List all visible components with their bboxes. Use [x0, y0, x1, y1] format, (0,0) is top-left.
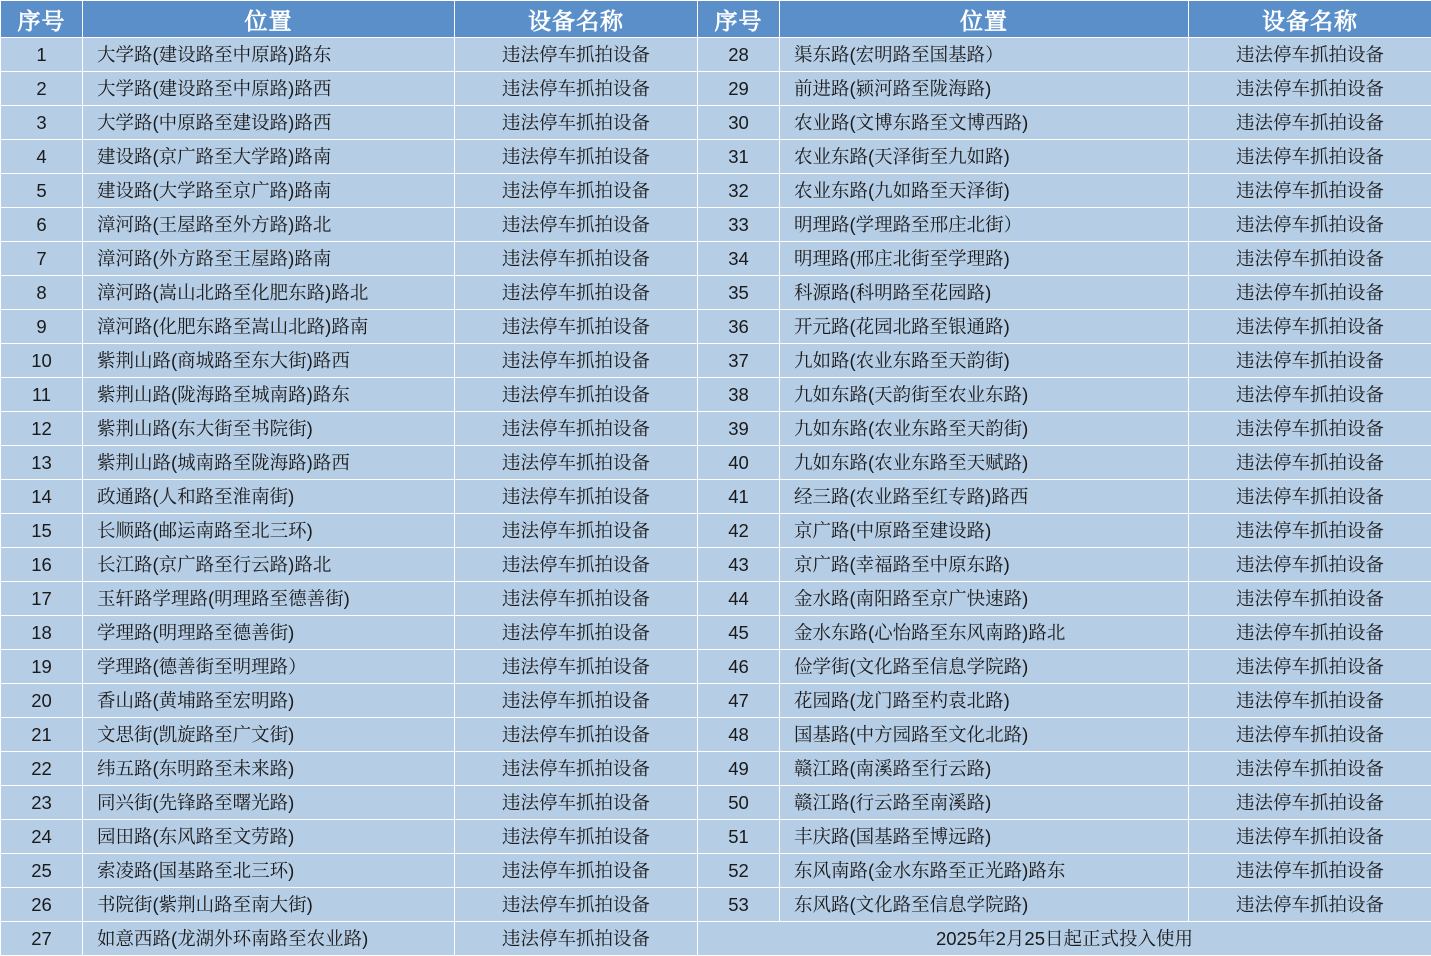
row-device-right: 违法停车抓拍设备	[1189, 582, 1431, 616]
row-index-left: 14	[1, 480, 83, 514]
table-row	[1, 616, 1431, 650]
row-index-left: 16	[1, 548, 83, 582]
row-device-right: 违法停车抓拍设备	[1189, 72, 1431, 106]
row-location-left: 紫荆山路(商城路至东大街)路西	[83, 344, 455, 378]
row-index-left: 19	[1, 650, 83, 684]
row-index-left: 9	[1, 310, 83, 344]
row-location-right: 赣江路(南溪路至行云路)	[780, 752, 1189, 786]
row-location-left: 漳河路(王屋路至外方路)路北	[83, 208, 455, 242]
row-device-left: 违法停车抓拍设备	[455, 888, 698, 922]
row-location-right: 九如东路(农业东路至天韵街)	[780, 412, 1189, 446]
row-device-left: 违法停车抓拍设备	[455, 446, 698, 480]
row-location-left: 大学路(建设路至中原路)路西	[83, 72, 455, 106]
table-row	[1, 922, 1431, 956]
row-device-left: 违法停车抓拍设备	[455, 684, 698, 718]
header-loc-right: 位置	[780, 1, 1189, 38]
row-location-right: 明理路(学理路至邢庄北街）	[780, 208, 1189, 242]
row-location-left: 长江路(京广路至行云路)路北	[83, 548, 455, 582]
row-location-left: 建设路(大学路至京广路)路南	[83, 174, 455, 208]
row-index-right: 38	[698, 378, 780, 412]
row-device-right: 违法停车抓拍设备	[1189, 344, 1431, 378]
table-row	[1, 752, 1431, 786]
row-location-right: 九如东路(农业东路至天赋路)	[780, 446, 1189, 480]
row-location-left: 文思街(凯旋路至广文街)	[83, 718, 455, 752]
row-device-left: 违法停车抓拍设备	[455, 208, 698, 242]
table-header	[1, 1, 1431, 38]
row-device-right: 违法停车抓拍设备	[1189, 446, 1431, 480]
row-device-left: 违法停车抓拍设备	[455, 412, 698, 446]
table-row	[1, 242, 1431, 276]
row-device-left: 违法停车抓拍设备	[455, 242, 698, 276]
row-location-left: 书院街(紫荆山路至南大街)	[83, 888, 455, 922]
table-row	[1, 548, 1431, 582]
row-index-left: 22	[1, 752, 83, 786]
row-index-right: 51	[698, 820, 780, 854]
row-index-right: 34	[698, 242, 780, 276]
row-device-right: 违法停车抓拍设备	[1189, 684, 1431, 718]
row-device-left: 违法停车抓拍设备	[455, 582, 698, 616]
row-location-left: 学理路(德善街至明理路）	[83, 650, 455, 684]
row-device-right: 违法停车抓拍设备	[1189, 480, 1431, 514]
row-location-left: 大学路(中原路至建设路)路西	[83, 106, 455, 140]
row-location-right: 渠东路(宏明路至国基路）	[780, 38, 1189, 72]
row-device-right: 违法停车抓拍设备	[1189, 718, 1431, 752]
row-index-right: 36	[698, 310, 780, 344]
row-device-left: 违法停车抓拍设备	[455, 752, 698, 786]
row-device-right: 违法停车抓拍设备	[1189, 786, 1431, 820]
row-location-left: 同兴街(先锋路至曙光路)	[83, 786, 455, 820]
row-device-right: 违法停车抓拍设备	[1189, 854, 1431, 888]
table-header-row	[1, 1, 1431, 38]
row-location-left: 大学路(建设路至中原路)路东	[83, 38, 455, 72]
row-location-left: 香山路(黄埔路至宏明路)	[83, 684, 455, 718]
table-row	[1, 582, 1431, 616]
row-location-right: 丰庆路(国基路至博远路)	[780, 820, 1189, 854]
row-index-left: 11	[1, 378, 83, 412]
row-index-left: 17	[1, 582, 83, 616]
footer-note: 2025年2月25日起正式投入使用	[698, 922, 1431, 956]
row-device-right: 违法停车抓拍设备	[1189, 310, 1431, 344]
row-index-right: 43	[698, 548, 780, 582]
row-location-left: 索凌路(国基路至北三环)	[83, 854, 455, 888]
row-location-right: 东风南路(金水东路至正光路)路东	[780, 854, 1189, 888]
row-index-left: 5	[1, 174, 83, 208]
header-no-left: 序号	[1, 1, 83, 38]
row-index-right: 49	[698, 752, 780, 786]
row-device-right: 违法停车抓拍设备	[1189, 616, 1431, 650]
row-device-left: 违法停车抓拍设备	[455, 922, 698, 956]
row-index-right: 41	[698, 480, 780, 514]
row-location-right: 九如东路(天韵街至农业东路)	[780, 378, 1189, 412]
row-index-left: 4	[1, 140, 83, 174]
table-row	[1, 718, 1431, 752]
row-location-right: 前进路(颍河路至陇海路)	[780, 72, 1189, 106]
table-row	[1, 310, 1431, 344]
row-device-left: 违法停车抓拍设备	[455, 548, 698, 582]
row-index-right: 53	[698, 888, 780, 922]
row-device-left: 违法停车抓拍设备	[455, 140, 698, 174]
row-device-left: 违法停车抓拍设备	[455, 276, 698, 310]
table-row	[1, 106, 1431, 140]
row-location-right: 农业东路(九如路至天泽街)	[780, 174, 1189, 208]
row-location-left: 漳河路(外方路至王屋路)路南	[83, 242, 455, 276]
row-location-left: 长顺路(邮运南路至北三环)	[83, 514, 455, 548]
row-device-right: 违法停车抓拍设备	[1189, 820, 1431, 854]
row-device-right: 违法停车抓拍设备	[1189, 514, 1431, 548]
row-location-right: 经三路(农业路至红专路)路西	[780, 480, 1189, 514]
row-location-right: 金水路(南阳路至京广快速路)	[780, 582, 1189, 616]
table-row	[1, 786, 1431, 820]
row-index-right: 45	[698, 616, 780, 650]
row-location-left: 学理路(明理路至德善街)	[83, 616, 455, 650]
row-index-right: 31	[698, 140, 780, 174]
row-location-right: 京广路(幸福路至中原东路)	[780, 548, 1189, 582]
row-device-right: 违法停车抓拍设备	[1189, 888, 1431, 922]
row-index-left: 15	[1, 514, 83, 548]
row-index-left: 10	[1, 344, 83, 378]
row-index-left: 13	[1, 446, 83, 480]
table-row	[1, 684, 1431, 718]
row-device-right: 违法停车抓拍设备	[1189, 276, 1431, 310]
row-device-left: 违法停车抓拍设备	[455, 650, 698, 684]
row-device-right: 违法停车抓拍设备	[1189, 174, 1431, 208]
row-index-left: 6	[1, 208, 83, 242]
row-location-left: 紫荆山路(城南路至陇海路)路西	[83, 446, 455, 480]
row-index-right: 48	[698, 718, 780, 752]
row-device-left: 违法停车抓拍设备	[455, 480, 698, 514]
row-device-right: 违法停车抓拍设备	[1189, 378, 1431, 412]
row-index-right: 33	[698, 208, 780, 242]
row-location-left: 政通路(人和路至淮南街)	[83, 480, 455, 514]
row-location-right: 农业路(文博东路至文博西路)	[780, 106, 1189, 140]
row-location-left: 漳河路(嵩山北路至化肥东路)路北	[83, 276, 455, 310]
table-row	[1, 72, 1431, 106]
row-index-right: 39	[698, 412, 780, 446]
row-device-right: 违法停车抓拍设备	[1189, 38, 1431, 72]
table-row	[1, 38, 1431, 72]
row-index-left: 23	[1, 786, 83, 820]
row-location-right: 农业东路(天泽街至九如路)	[780, 140, 1189, 174]
row-device-right: 违法停车抓拍设备	[1189, 140, 1431, 174]
row-device-right: 违法停车抓拍设备	[1189, 650, 1431, 684]
header-dev-left: 设备名称	[455, 1, 698, 38]
table-row	[1, 140, 1431, 174]
row-index-right: 40	[698, 446, 780, 480]
row-index-right: 37	[698, 344, 780, 378]
row-device-right: 违法停车抓拍设备	[1189, 242, 1431, 276]
row-location-right: 花园路(龙门路至杓袁北路)	[780, 684, 1189, 718]
row-device-left: 违法停车抓拍设备	[455, 72, 698, 106]
table-row	[1, 820, 1431, 854]
row-index-left: 1	[1, 38, 83, 72]
row-index-right: 29	[698, 72, 780, 106]
table-body	[1, 38, 1431, 956]
row-index-right: 28	[698, 38, 780, 72]
row-device-left: 违法停车抓拍设备	[455, 820, 698, 854]
row-index-left: 26	[1, 888, 83, 922]
row-index-right: 32	[698, 174, 780, 208]
row-location-right: 东风路(文化路至信息学院路)	[780, 888, 1189, 922]
table-row	[1, 276, 1431, 310]
row-location-left: 玉轩路学理路(明理路至德善街)	[83, 582, 455, 616]
table-row	[1, 650, 1431, 684]
table-row	[1, 480, 1431, 514]
row-location-right: 京广路(中原路至建设路)	[780, 514, 1189, 548]
row-location-left: 紫荆山路(陇海路至城南路)路东	[83, 378, 455, 412]
row-device-left: 违法停车抓拍设备	[455, 38, 698, 72]
row-location-left: 如意西路(龙湖外环南路至农业路)	[83, 922, 455, 956]
row-device-left: 违法停车抓拍设备	[455, 310, 698, 344]
row-device-right: 违法停车抓拍设备	[1189, 548, 1431, 582]
row-device-right: 违法停车抓拍设备	[1189, 412, 1431, 446]
table-row	[1, 888, 1431, 922]
row-device-left: 违法停车抓拍设备	[455, 106, 698, 140]
row-index-right: 46	[698, 650, 780, 684]
table-row	[1, 174, 1431, 208]
row-device-left: 违法停车抓拍设备	[455, 344, 698, 378]
row-device-left: 违法停车抓拍设备	[455, 854, 698, 888]
row-location-left: 漳河路(化肥东路至嵩山北路)路南	[83, 310, 455, 344]
header-no-right: 序号	[698, 1, 780, 38]
header-dev-right: 设备名称	[1189, 1, 1431, 38]
row-location-right: 明理路(邢庄北街至学理路)	[780, 242, 1189, 276]
row-index-left: 8	[1, 276, 83, 310]
row-location-left: 紫荆山路(东大街至书院街)	[83, 412, 455, 446]
table-row	[1, 208, 1431, 242]
table-row	[1, 344, 1431, 378]
row-device-left: 违法停车抓拍设备	[455, 174, 698, 208]
row-index-left: 3	[1, 106, 83, 140]
row-index-right: 30	[698, 106, 780, 140]
row-location-right: 俭学街(文化路至信息学院路)	[780, 650, 1189, 684]
row-device-left: 违法停车抓拍设备	[455, 514, 698, 548]
row-index-left: 7	[1, 242, 83, 276]
row-device-right: 违法停车抓拍设备	[1189, 208, 1431, 242]
row-location-left: 建设路(京广路至大学路)路南	[83, 140, 455, 174]
row-index-right: 35	[698, 276, 780, 310]
row-location-left: 纬五路(东明路至未来路)	[83, 752, 455, 786]
row-device-left: 违法停车抓拍设备	[455, 378, 698, 412]
row-device-right: 违法停车抓拍设备	[1189, 106, 1431, 140]
row-index-left: 2	[1, 72, 83, 106]
row-index-right: 47	[698, 684, 780, 718]
row-device-left: 违法停车抓拍设备	[455, 786, 698, 820]
table-row	[1, 378, 1431, 412]
row-location-right: 金水东路(心怡路至东风南路)路北	[780, 616, 1189, 650]
row-index-left: 24	[1, 820, 83, 854]
row-device-left: 违法停车抓拍设备	[455, 718, 698, 752]
row-location-right: 开元路(花园北路至银通路)	[780, 310, 1189, 344]
row-location-right: 赣江路(行云路至南溪路)	[780, 786, 1189, 820]
row-index-left: 25	[1, 854, 83, 888]
row-location-right: 九如路(农业东路至天韵街)	[780, 344, 1189, 378]
table-row	[1, 514, 1431, 548]
row-location-left: 园田路(东风路至文劳路)	[83, 820, 455, 854]
table-row	[1, 446, 1431, 480]
row-device-left: 违法停车抓拍设备	[455, 616, 698, 650]
table-row	[1, 412, 1431, 446]
row-index-left: 27	[1, 922, 83, 956]
row-location-right: 科源路(科明路至花园路)	[780, 276, 1189, 310]
row-index-right: 42	[698, 514, 780, 548]
row-location-right: 国基路(中方园路至文化北路)	[780, 718, 1189, 752]
table-row	[1, 854, 1431, 888]
row-index-left: 21	[1, 718, 83, 752]
header-loc-left: 位置	[83, 1, 455, 38]
row-index-right: 52	[698, 854, 780, 888]
row-index-left: 18	[1, 616, 83, 650]
row-device-right: 违法停车抓拍设备	[1189, 752, 1431, 786]
row-index-right: 44	[698, 582, 780, 616]
row-index-left: 12	[1, 412, 83, 446]
row-index-left: 20	[1, 684, 83, 718]
row-index-right: 50	[698, 786, 780, 820]
